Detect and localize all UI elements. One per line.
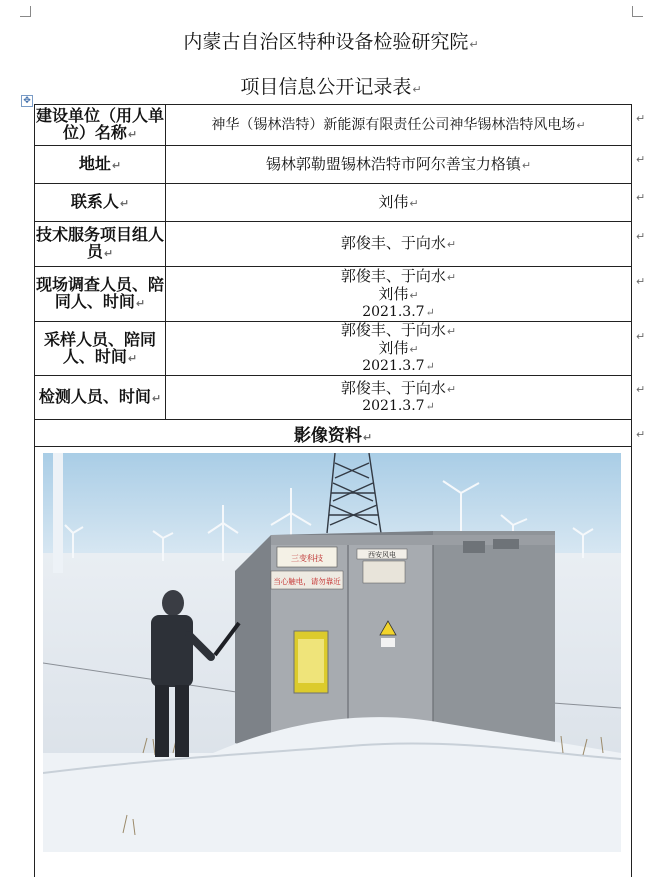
end-of-row-mark: ↵ — [636, 230, 646, 243]
page-corner-mark — [632, 6, 643, 17]
table-row — [35, 267, 632, 322]
form-title: 项目信息公开记录表↵ — [240, 76, 422, 98]
svg-text:当心触电，请勿靠近: 当心触电，请勿靠近 — [273, 577, 341, 586]
row-value: 锡林郭勒盟锡林浩特市阿尔善宝力格镇↵ — [166, 146, 632, 184]
row-value: 刘伟↵ — [166, 184, 632, 222]
row-label: 检测人员、时间↵ — [35, 376, 166, 420]
table-move-handle-icon[interactable]: ✥ — [21, 95, 33, 107]
end-of-row-mark: ↵ — [636, 428, 646, 441]
table-row — [35, 105, 632, 146]
table-row — [35, 146, 632, 184]
end-of-row-mark: ↵ — [636, 275, 646, 288]
svg-text:三变科技: 三变科技 — [291, 554, 323, 563]
row-value: 郭俊丰、于向水↵ 2021.3.7↵ — [166, 376, 632, 420]
row-value: 郭俊丰、于向水↵ 刘伟↵ 2021.3.7↵ — [166, 322, 632, 376]
row-value: 郭俊丰、于向水↵ — [166, 222, 632, 267]
site-photo — [43, 453, 621, 852]
row-label: 采样人员、陪同人、时间↵ — [35, 322, 166, 376]
end-of-row-mark: ↵ — [636, 191, 646, 204]
table-row — [35, 376, 632, 420]
row-value: 郭俊丰、于向水↵ 刘伟↵ 2021.3.7↵ — [166, 267, 632, 322]
row-label: 地址↵ — [35, 146, 166, 184]
table-row — [35, 322, 632, 376]
row-label: 建设单位（用人单位）名称↵ — [35, 105, 166, 146]
row-label: 现场调查人员、陪同人、时间↵ — [35, 267, 166, 322]
organization-title: 内蒙古自治区特种设备检验研究院↵ — [183, 31, 479, 53]
table-row — [35, 222, 632, 267]
svg-text:西安风电: 西安风电 — [368, 551, 396, 559]
page-corner-mark — [20, 6, 31, 17]
end-of-row-mark: ↵ — [636, 330, 646, 343]
row-label: 技术服务项目组人员↵ — [35, 222, 166, 267]
section-title: 影像资料↵ — [35, 420, 632, 447]
section-header-row — [35, 420, 632, 447]
row-value: 神华（锡林浩特）新能源有限责任公司神华锡林浩特风电场↵ — [166, 105, 632, 146]
row-label: 联系人↵ — [35, 184, 166, 222]
table-row — [35, 184, 632, 222]
end-of-row-mark: ↵ — [636, 153, 646, 166]
end-of-row-mark: ↵ — [636, 383, 646, 396]
end-of-row-mark: ↵ — [636, 112, 646, 125]
wind-turbine-icon — [53, 453, 63, 573]
